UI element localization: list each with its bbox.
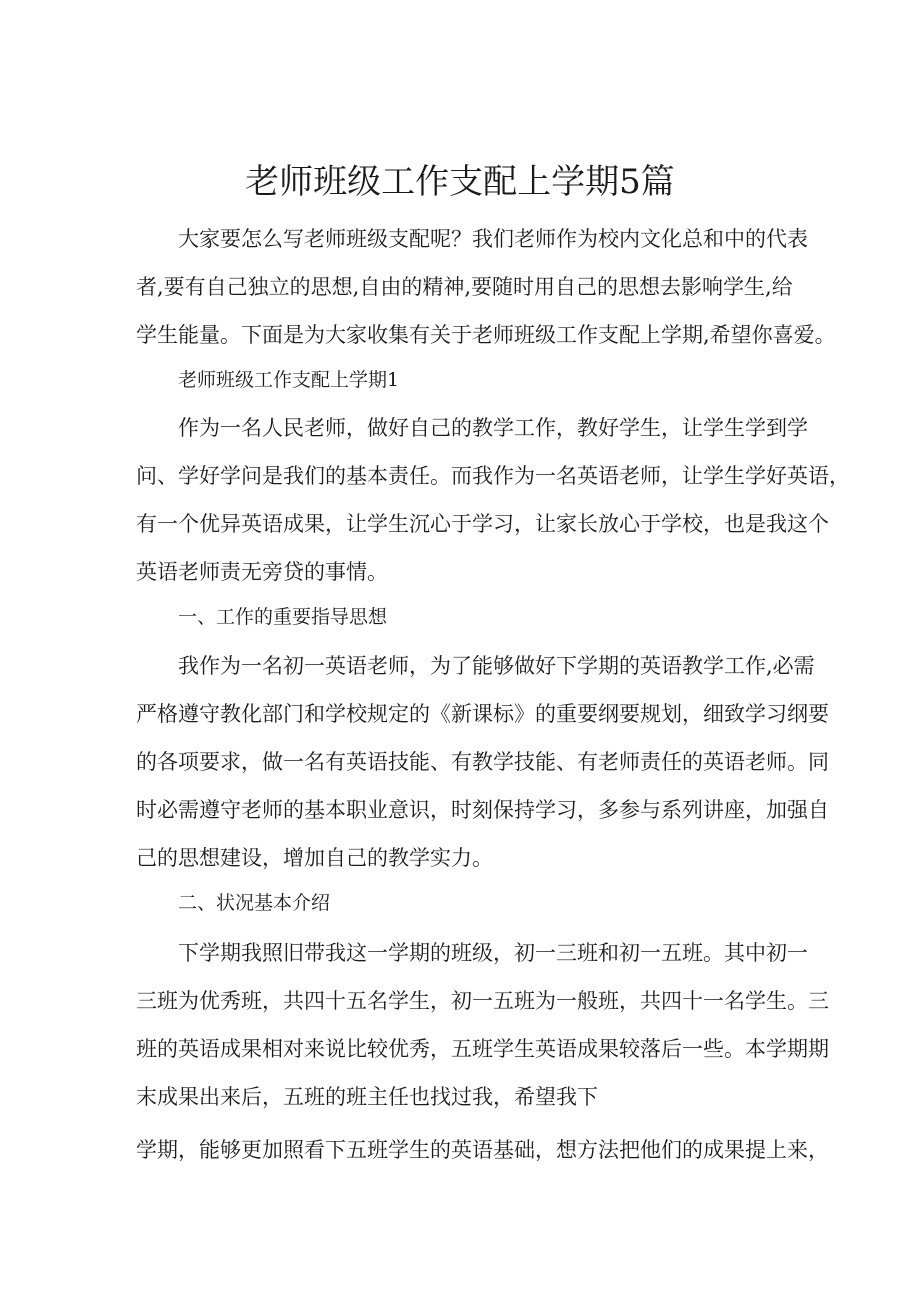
document-title: 老师班级工作支配上学期5篇 xyxy=(245,161,675,202)
intro-line: 学生能量。下面是为大家收集有关于老师班级工作支配上学期,希望你喜爱。 xyxy=(136,323,836,347)
paragraph-line: 严格遵守教化部门和学校规定的《新课标》的重要纲要规划，细致学习纲要 xyxy=(136,702,829,726)
paragraph-line: 问、学好学问是我们的基本责任。而我作为一名英语老师，让学生学好英语， xyxy=(136,464,850,488)
paragraph xyxy=(136,404,850,596)
paragraph-line: 班的英语成果相对来说比较优秀，五班学生英语成果较落后一些。本学期期 xyxy=(136,1037,829,1061)
paragraph-line: 作为一名人民老师，做好自己的教学工作，教好学生，让学生学到学 xyxy=(178,416,808,440)
paragraph-line: 的各项要求，做一名有英语技能、有教学技能、有老师责任的英语老师。同 xyxy=(136,750,829,774)
paragraph-line: 时必需遵守老师的基本职业意识，时刻保持学习，多参与系列讲座，加强自 xyxy=(136,798,829,822)
intro-paragraph xyxy=(136,215,836,359)
paragraph-line: 有一个优异英语成果，让学生沉心于学习，让家长放心于学校，也是我这个 xyxy=(136,512,829,536)
paragraph-line: 末成果出来后，五班的班主任也找过我，希望我下 xyxy=(136,1085,598,1109)
section-heading: 二、状况基本介绍 xyxy=(178,892,331,914)
paragraph-line: 己的思想建设，增加自己的教学实力。 xyxy=(136,846,493,870)
intro-line: 者,要有自己独立的思想,自由的精神,要随时用自己的思想去影响学生,给 xyxy=(136,275,793,299)
paragraph xyxy=(136,1126,829,1174)
paragraph-line: 英语老师责无旁贷的事情。 xyxy=(136,560,388,584)
paragraph-line: 我作为一名初一英语老师，为了能够做好下学期的英语教学工作,必需 xyxy=(178,654,815,678)
paragraph xyxy=(136,929,829,1121)
paragraph-line: 下学期我照旧带我这一学期的班级，初一三班和初一五班。其中初一 xyxy=(178,941,808,965)
section-heading: 一、工作的重要指导思想 xyxy=(178,606,388,628)
paragraph-line: 三班为优秀班，共四十五名学生，初一五班为一般班，共四十一名学生。三 xyxy=(136,989,829,1013)
intro-line: 大家要怎么写老师班级支配呢？我们老师作为校内文化总和中的代表 xyxy=(178,227,808,251)
section-title: 老师班级工作支配上学期1 xyxy=(178,369,400,391)
paragraph xyxy=(136,642,829,882)
paragraph-line: 学期，能够更加照看下五班学生的英语基础，想方法把他们的成果提上来， xyxy=(136,1138,829,1162)
